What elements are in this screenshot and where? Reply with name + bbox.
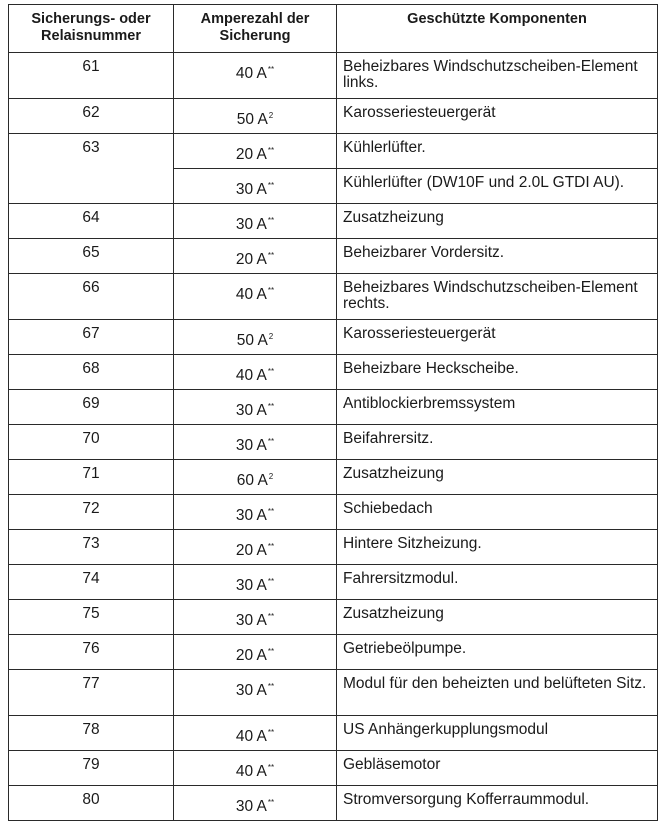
footnote-mark: ** <box>267 286 275 295</box>
table-row <box>9 274 658 320</box>
amperage-value: 40 A <box>235 728 267 745</box>
amperage-value: 50 A <box>236 111 268 128</box>
header-row <box>9 5 658 53</box>
table-row <box>9 53 658 99</box>
table-row <box>9 635 658 670</box>
table-row <box>9 390 658 425</box>
protected-component: Beheizbares Windschutzscheiben-Element links. <box>337 53 658 99</box>
fuse-amperage <box>174 530 337 565</box>
table-row <box>9 716 658 751</box>
table-row <box>9 751 658 786</box>
fuse-number: 75 <box>9 600 174 635</box>
fuse-number: 74 <box>9 565 174 600</box>
fuse-table <box>8 4 658 821</box>
fuse-amperage <box>174 670 337 716</box>
header-amperage: Amperezahl der Sicherung <box>174 5 337 53</box>
fuse-number: 73 <box>9 530 174 565</box>
protected-component: Beheizbarer Vordersitz. <box>337 239 658 274</box>
amperage-value: 20 A <box>235 542 267 559</box>
footnote-mark: ** <box>267 763 275 772</box>
header-components: Geschützte Komponenten <box>337 5 658 53</box>
protected-component: Gebläsemotor <box>337 751 658 786</box>
fuse-amperage <box>174 169 337 204</box>
protected-component: Schiebedach <box>337 495 658 530</box>
table-row <box>9 204 658 239</box>
amperage-value: 30 A <box>235 577 267 594</box>
footnote-mark: ** <box>267 65 275 74</box>
fuse-amperage <box>174 425 337 460</box>
fuse-number: 63 <box>9 134 174 204</box>
protected-component: Karosseriesteuergerät <box>337 99 658 134</box>
fuse-number: 68 <box>9 355 174 390</box>
table-row <box>9 239 658 274</box>
fuse-amperage <box>174 239 337 274</box>
amperage-value: 30 A <box>235 682 267 699</box>
fuse-amperage <box>174 390 337 425</box>
footnote-mark: ** <box>267 542 275 551</box>
amperage-value: 50 A <box>236 332 268 349</box>
table-row <box>9 670 658 716</box>
fuse-number: 62 <box>9 99 174 134</box>
table-row <box>9 565 658 600</box>
fuse-amperage <box>174 460 337 495</box>
table-row <box>9 495 658 530</box>
footnote-mark: 2 <box>268 332 274 341</box>
footnote-mark: ** <box>267 647 275 656</box>
amperage-value: 30 A <box>235 798 267 815</box>
protected-component: Fahrersitzmodul. <box>337 565 658 600</box>
protected-component: Beifahrersitz. <box>337 425 658 460</box>
protected-component: Beheizbares Windschutzscheiben-Element rechts. <box>337 274 658 320</box>
footnote-mark: 2 <box>268 111 274 120</box>
footnote-mark: ** <box>267 728 275 737</box>
protected-component: Zusatzheizung <box>337 460 658 495</box>
protected-component: Antiblockierbremssystem <box>337 390 658 425</box>
amperage-value: 60 A <box>236 472 268 489</box>
table-row <box>9 320 658 355</box>
fuse-number: 76 <box>9 635 174 670</box>
table-row <box>9 786 658 821</box>
header-number: Sicherungs- oder Relaisnummer <box>9 5 174 53</box>
footnote-mark: ** <box>267 577 275 586</box>
fuse-number: 66 <box>9 274 174 320</box>
amperage-value: 40 A <box>235 65 267 82</box>
fuse-number: 67 <box>9 320 174 355</box>
amperage-value: 40 A <box>235 763 267 780</box>
fuse-number: 78 <box>9 716 174 751</box>
amperage-value: 30 A <box>235 437 267 454</box>
amperage-value: 20 A <box>235 647 267 664</box>
fuse-amperage <box>174 99 337 134</box>
table-row <box>9 99 658 134</box>
amperage-value: 30 A <box>235 402 267 419</box>
protected-component: Getriebeölpumpe. <box>337 635 658 670</box>
amperage-value: 40 A <box>235 367 267 384</box>
fuse-amperage <box>174 565 337 600</box>
table-row <box>9 460 658 495</box>
fuse-number: 80 <box>9 786 174 821</box>
footnote-mark: ** <box>267 146 275 155</box>
protected-component: Stromversorgung Kofferraummodul. <box>337 786 658 821</box>
footnote-mark: ** <box>267 507 275 516</box>
fuse-number: 61 <box>9 53 174 99</box>
fuse-number: 72 <box>9 495 174 530</box>
table-body <box>9 53 658 821</box>
fuse-number: 70 <box>9 425 174 460</box>
table-row <box>9 355 658 390</box>
amperage-value: 30 A <box>235 181 267 198</box>
protected-component: Modul für den beheizten und belüfteten Sitz. <box>337 670 658 716</box>
fuse-amperage <box>174 204 337 239</box>
table-row <box>9 530 658 565</box>
footnote-mark: ** <box>267 181 275 190</box>
fuse-number: 79 <box>9 751 174 786</box>
table-row <box>9 425 658 460</box>
footnote-mark: ** <box>267 612 275 621</box>
fuse-amperage <box>174 635 337 670</box>
fuse-amperage <box>174 134 337 169</box>
protected-component: US Anhängerkupplungsmodul <box>337 716 658 751</box>
fuse-amperage <box>174 53 337 99</box>
footnote-mark: 2 <box>268 472 274 481</box>
table-row <box>9 134 658 169</box>
footnote-mark: ** <box>267 402 275 411</box>
table-row <box>9 600 658 635</box>
fuse-number: 71 <box>9 460 174 495</box>
footnote-mark: ** <box>267 798 275 807</box>
amperage-value: 20 A <box>235 251 267 268</box>
protected-component: Zusatzheizung <box>337 600 658 635</box>
amperage-value: 30 A <box>235 216 267 233</box>
amperage-value: 30 A <box>235 612 267 629</box>
fuse-amperage <box>174 786 337 821</box>
fuse-amperage <box>174 274 337 320</box>
footnote-mark: ** <box>267 251 275 260</box>
fuse-number: 77 <box>9 670 174 716</box>
fuse-amperage <box>174 600 337 635</box>
footnote-mark: ** <box>267 216 275 225</box>
protected-component: Kühlerlüfter (DW10F und 2.0L GTDI AU). <box>337 169 658 204</box>
amperage-value: 30 A <box>235 507 267 524</box>
fuse-number: 69 <box>9 390 174 425</box>
protected-component: Beheizbare Heckscheibe. <box>337 355 658 390</box>
protected-component: Zusatzheizung <box>337 204 658 239</box>
protected-component: Karosseriesteuergerät <box>337 320 658 355</box>
amperage-value: 20 A <box>235 146 267 163</box>
protected-component: Hintere Sitzheizung. <box>337 530 658 565</box>
fuse-amperage <box>174 320 337 355</box>
fuse-amperage <box>174 495 337 530</box>
fuse-number: 64 <box>9 204 174 239</box>
fuse-amperage <box>174 751 337 786</box>
fuse-number: 65 <box>9 239 174 274</box>
amperage-value: 40 A <box>235 286 267 303</box>
protected-component: Kühlerlüfter. <box>337 134 658 169</box>
footnote-mark: ** <box>267 682 275 691</box>
fuse-amperage <box>174 716 337 751</box>
fuse-amperage <box>174 355 337 390</box>
footnote-mark: ** <box>267 367 275 376</box>
footnote-mark: ** <box>267 437 275 446</box>
